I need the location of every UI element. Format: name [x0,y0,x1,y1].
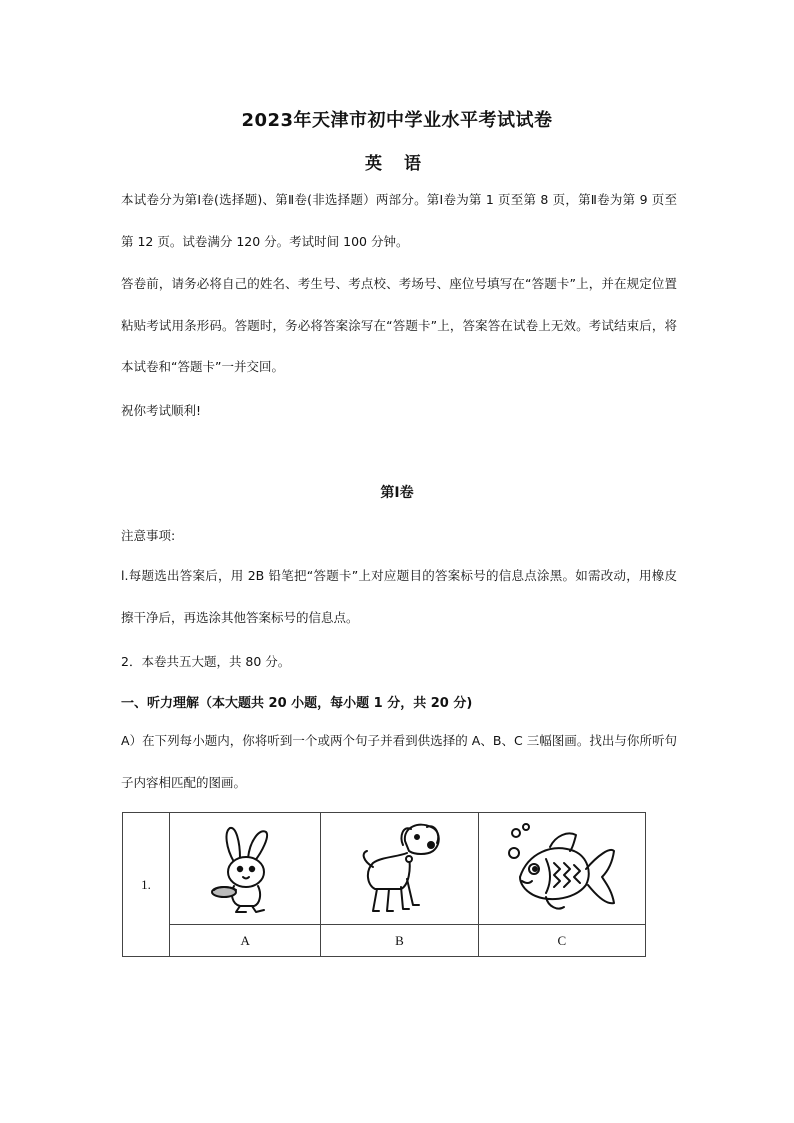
good-luck-text: 祝你考试顺利! [121,403,202,418]
intro-paragraph-1: 本试卷分为第Ⅰ卷(选择题)、第Ⅱ卷(非选择题）两部分。第Ⅰ卷为第 1 页至第 8 页，第Ⅱ卷为第 9 页至第 12 页。试卷满分 120 分。考试时间 100 分钟。 [121,192,677,249]
listening-section-title: 一、听力理解（本大题共 20 小题，每小题 1 分，共 20 分) [121,696,473,711]
exam-title: 2023年天津市初中学业水平考试试卷 [241,110,553,131]
option-c-picture-cell [478,813,645,925]
notice-item-2: 2．本卷共五大题，共 80 分。 [121,654,291,669]
rabbit-icon [190,824,300,914]
notice-label: 注意事项: [121,528,176,543]
fish-icon [502,821,622,916]
option-b-picture-cell [321,813,478,925]
option-a-picture-cell [170,813,321,925]
question-number: 1. [123,813,170,957]
subject-title: 英 语 [365,154,429,174]
dog-icon [345,819,455,919]
listening-instruction: A）在下列每小题内，你将听到一个或两个句子并看到供选择的 A、B、C 三幅图画。找出与你所听句子内容相匹配的图画。 [121,733,677,790]
notice-item-1: l.每题选出答案后，用 2B 铅笔把“答题卡”上对应题目的答案标号的信息点涂黑。如需改动，用橡皮擦干净后，再选涂其他答案标号的信息点。 [121,568,677,625]
intro-paragraph-2: 答卷前，请务必将自己的姓名、考生号、考点校、考场号、座位号填写在“答题卡”上，并在规定位置粘贴考试用条形码。答题时，务必将答案涂写在“答题卡”上，答案答在试卷上无效。考试结束后，将本试卷和“答题卡”一并交回。 [121,276,677,374]
option-a-label: A [170,925,321,957]
option-c-label: C [478,925,645,957]
option-b-label: B [321,925,478,957]
part-one-heading: 第Ⅰ卷 [380,485,414,501]
question-1-table [122,812,646,957]
